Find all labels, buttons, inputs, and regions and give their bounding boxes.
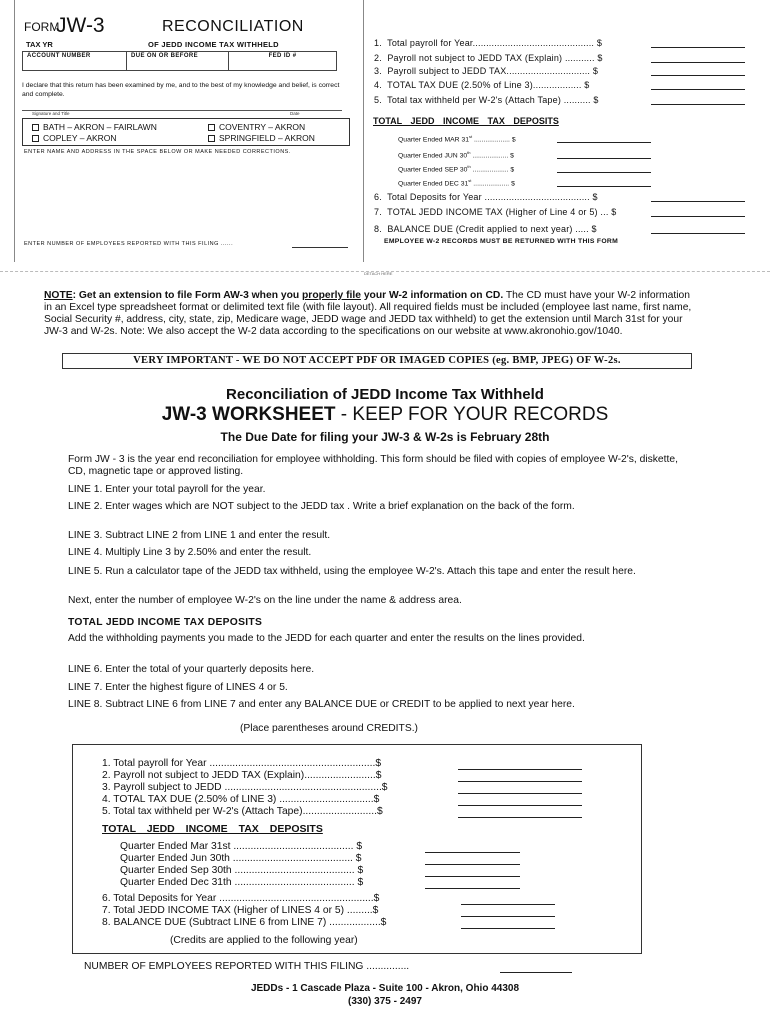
credits-applied-note: (Credits are applied to the following year) [170,935,358,946]
wb-line-3: 3. Payroll subject to JEDD .......................................................$ [102,782,388,793]
wb-line-3-field[interactable] [458,793,582,794]
declaration-text: I declare that this return has been examined by me, and to the best of my knowledge and belief, is correct and complete. [22,82,340,98]
instruction-line-1: LINE 1. Enter your total payroll for the year. [68,484,266,495]
instruction-line-8: LINE 8. Subtract LINE 6 from LINE 7 and enter any BALANCE DUE or CREDIT to be applied to next year here. [68,699,575,710]
wb-line-6: 6. Total Deposits for Year ......................................................$ [102,893,380,904]
footer-address: JEDDs - 1 Cascade Plaza - Suite 100 - Akron, Ohio 44308 [250,983,520,994]
note-bold: : Get an extension to file Form AW-3 when you [72,290,303,301]
line-number: 2. [374,53,382,63]
line-text: Total Deposits for Year ....................................... $ [387,192,598,202]
wb-quarter-jun: Quarter Ended Jun 30th .......................................... $ [120,853,362,864]
quarter-mar [398,134,516,143]
option-label: COPLEY – AKRON [43,133,117,143]
line-text: Payroll subject to JEDD TAX............................... $ [387,66,599,76]
tax-year-label: TAX YR [26,40,53,49]
line-text: Total payroll for Year............................................. $ [387,38,603,48]
line-text: Total tax withheld per W-2's (Attach Tape) .......... $ [387,95,599,105]
line-6 [374,192,598,202]
fed-id-field[interactable]: FED ID # [268,53,297,59]
wb-line-1-field[interactable] [458,769,582,770]
account-table [22,51,337,71]
line-8-field[interactable] [651,233,745,234]
quarter-leader: ................... $ [471,180,515,188]
line-number: 5. [374,95,382,105]
wb-quarter-sep: Quarter Ended Sep 30th .......................................... $ [120,865,364,876]
wb-line-2: 2. Payroll not subject to JEDD TAX (Explain).........................$ [102,770,382,781]
wb-quarter-mar: Quarter Ended Mar 31st .......................................... $ [120,841,363,852]
wb-line-8: 8. BALANCE DUE (Subtract LINE 6 from LINE 7) ..................$ [102,917,387,928]
wb-line-6-field[interactable] [461,904,555,905]
note-underline: properly file [302,290,361,301]
wb-employees-label: NUMBER OF EMPLOYEES REPORTED WITH THIS FILING ............... [84,961,410,972]
instruction-intro: Form JW - 3 is the year end reconciliation for employee withholding. This form should be filed with copies of employee W-2's, diskette, CD, magnetic tape or approved listing. [68,454,678,477]
quarter-label: Quarter Ended MAR 31 [398,136,470,144]
wb-line-5: 5. Total tax withheld per W-2's (Attach Tape)..........................$ [102,806,383,817]
checkbox[interactable] [32,135,39,142]
line-8 [374,224,597,234]
line-number: 1. [374,38,382,48]
wb-quarter-sep-field[interactable] [425,876,520,877]
wb-quarter-mar-field[interactable] [425,852,520,853]
option-springfield-akron[interactable] [208,133,315,143]
form-subtitle: OF JEDD INCOME TAX WITHHELD [148,40,279,49]
due-date-heading: The Due Date for filing your JW-3 & W-2s is February 28th [220,430,550,444]
instruction-line-5: LINE 5. Run a calculator tape of the JEDD tax withheld, using the employee W-2's. Attach this tape and enter the result here. [68,566,636,577]
instruction-line-2: LINE 2. Enter wages which are NOT subject to the JEDD tax . Write a brief explanation on the back of the form. [68,501,575,512]
quarter-dec-field[interactable] [557,186,651,187]
line-6-field[interactable] [651,201,745,202]
line-text: Payroll not subject to JEDD TAX (Explain) ........... $ [387,53,603,63]
quarter-sep-field[interactable] [557,172,651,173]
option-label: COVENTRY – AKRON [219,122,306,132]
wb-line-2-field[interactable] [458,781,582,782]
line-text: TOTAL JEDD INCOME TAX (Higher of Line 4 or 5) ... $ [387,207,617,217]
quarter-jun [398,150,514,159]
worksheet-keep: - KEEP FOR YOUR RECORDS [335,404,609,425]
due-date-field[interactable]: DUE ON OR BEFORE [127,52,229,70]
line-number: 7. [374,207,382,217]
account-number-field[interactable]: ACCOUNT NUMBER [23,52,127,70]
footer-phone: (330) 375 - 2497 [348,996,422,1007]
wb-quarter-dec-field[interactable] [425,888,520,889]
line-number: 8. [374,224,382,234]
quarter-dec [398,178,515,187]
line-4 [374,80,589,90]
wb-employees-field[interactable] [500,972,572,973]
line-number: 6. [374,192,382,202]
ordinal: st [469,134,473,139]
quarter-label: Quarter Ended JUN 30 [398,152,468,160]
wb-quarter-dec: Quarter Ended Dec 31th .......................................... $ [120,877,364,888]
note-bold: your W-2 information on CD. [360,290,504,301]
form-label: FORM [24,20,60,34]
instruction-line-3: LINE 3. Subtract LINE 2 from LINE 1 and enter the result. [68,530,331,541]
line-5 [374,95,599,105]
deposits-instruction-heading: TOTAL JEDD INCOME TAX DEPOSITS [68,617,263,628]
checkbox[interactable] [208,135,215,142]
instruction-next: Next, enter the number of employee W-2's on the line under the name & address area. [68,595,462,606]
line-7-field[interactable] [651,216,745,217]
option-label: BATH – AKRON – FAIRLAWN [43,122,157,132]
line-text: BALANCE DUE (Credit applied to next year) ..... $ [387,224,597,234]
line-1-field[interactable] [651,47,745,48]
line-number: 3. [374,66,382,76]
option-coventry-akron[interactable] [208,122,305,132]
wb-line-4: 4. TOTAL TAX DUE (2.50% of LINE 3) .................................$ [102,794,380,805]
extension-note [44,290,694,338]
checkbox[interactable] [208,124,215,131]
ordinal: th [467,164,471,169]
quarter-jun-field[interactable] [557,158,651,159]
quarter-mar-field[interactable] [557,142,651,143]
wb-line-7-field[interactable] [461,916,555,917]
line-2-field[interactable] [651,62,745,63]
credits-parentheses-note: (Place parentheses around CREDITS.) [240,723,418,734]
employees-count-label: ENTER NUMBER OF EMPLOYEES REPORTED WITH THIS FILING ...... [24,241,234,247]
wb-line-7: 7. Total JEDD INCOME TAX (Higher of LINES 4 or 5) .........$ [102,905,379,916]
worksheet-name: JW-3 WORKSHEET [161,404,336,425]
wb-line-5-field[interactable] [458,817,582,818]
form-title: RECONCILIATION [162,18,304,35]
note-body: The CD must have your W-2 information in an Excel type spreadsheet format or delimited text file (with file layout). All required fields must be included (employee last name, first name, Social Security #, address, city, state, zip, Medicare wage, JEDD wage and JEDD tax withheld) to get the extension until March 31st for your JW-3 and W-2s. Note: We also accept the W-2 data according to the specifications on our website at www.akronohio.gov/1040. [44,290,692,337]
wb-line-4-field[interactable] [458,805,582,806]
checkbox[interactable] [32,124,39,131]
wb-quarter-jun-field[interactable] [425,864,520,865]
form-number: JW-3 [56,14,105,37]
instruction-deposits: Add the withholding payments you made to the JEDD for each quarter and enter the results on the lines provided. [68,633,585,644]
deposits-heading: TOTAL JEDD INCOME TAX DEPOSITS [373,116,559,126]
line-2 [374,53,603,63]
line-text: TOTAL TAX DUE (2.50% of Line 3).................. $ [387,80,590,90]
return-records-note: EMPLOYEE W-2 RECORDS MUST BE RETURNED WITH THIS FORM [384,238,619,245]
date-label: Date [290,111,300,116]
line-number: 4. [374,80,382,90]
wb-line-1: 1. Total payroll for Year ..........................................................$ [102,758,382,769]
wb-deposits-heading: TOTAL JEDD INCOME TAX DEPOSITS [102,823,323,835]
worksheet-title: Reconciliation of JEDD Income Tax Withheld [226,386,544,403]
quarter-leader: ................... $ [472,136,516,144]
name-address-instruction: ENTER NAME AND ADDRESS IN THE SPACE BELOW OR MAKE NEEDED CORRECTIONS. [24,149,291,155]
employees-count-field[interactable] [292,247,348,248]
quarter-leader: ................... $ [470,166,515,174]
line-4-field[interactable] [651,89,745,90]
quarter-label: Quarter Ended SEP 30 [398,166,468,174]
instruction-line-7: LINE 7. Enter the highest figure of LINES 4 or 5. [68,682,288,693]
line-1 [374,38,602,48]
detach-label: DETACH HERE [364,271,393,276]
line-3 [374,66,598,76]
quarter-leader: ................... $ [470,152,514,160]
wb-line-8-field[interactable] [461,928,555,929]
signature-label: Signature and Title [32,111,70,116]
line-5-field[interactable] [651,104,745,105]
ordinal: st [468,178,472,183]
line-7 [374,207,616,217]
instruction-line-6: LINE 6. Enter the total of your quarterly deposits here. [68,664,315,675]
line-3-field[interactable] [651,75,745,76]
note-label: NOTE [44,290,73,301]
instruction-line-4: LINE 4. Multiply Line 3 by 2.50% and enter the result. [68,547,312,558]
option-bath-akron-fairlawn[interactable] [32,122,157,132]
quarter-sep [398,164,514,173]
ordinal: th [467,150,471,155]
worksheet-subtitle [0,404,770,426]
option-copley-akron[interactable] [32,133,117,143]
option-label: SPRINGFIELD – AKRON [219,133,315,143]
important-notice: VERY IMPORTANT - WE DO NOT ACCEPT PDF OR IMAGED COPIES (eg. BMP, JPEG) OF W-2s. [62,353,692,369]
quarter-label: Quarter Ended DEC 31 [398,180,469,188]
